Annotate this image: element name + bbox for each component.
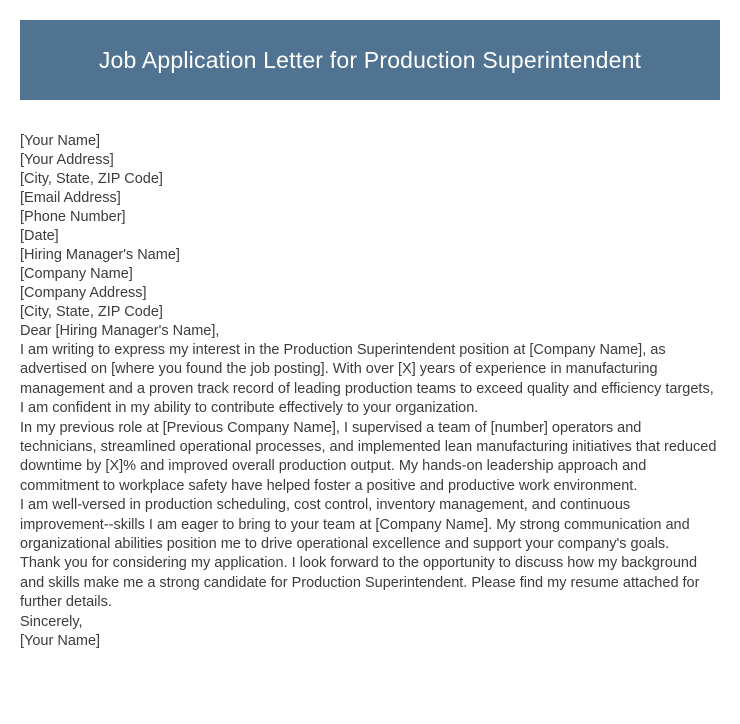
signature-line: [Your Name]	[20, 632, 101, 649]
recipient-company-line: [Company Name]	[20, 266, 133, 282]
sender-name-line: [Your Name]	[20, 133, 101, 149]
letter-paragraph-3: I am well-versed in production scheduling, cost control, inventory management, and continuous improvement--skills I am eager to bring to your team at [Company Name]. My strong communication and organizational abilities position me to drive operational excellence and support your company's goals.	[20, 497, 690, 553]
recipient-city-line: [City, State, ZIP Code]	[20, 304, 163, 320]
recipient-name-line: [Hiring Manager's Name]	[20, 247, 180, 263]
date-line: [Date]	[20, 228, 59, 244]
page-title: Job Application Letter for Production Superintendent	[98, 46, 642, 73]
letter-body	[20, 132, 720, 651]
sender-city-line: [City, State, ZIP Code]	[20, 171, 163, 187]
letter-paragraph-4: Thank you for considering my application. I look forward to the opportunity to discuss how my background and skills make me a strong candidate for Production Superintendent. Please find my resume attached for further details.	[20, 555, 700, 611]
salutation-line: Dear [Hiring Manager's Name],	[20, 323, 220, 339]
document-header-band	[20, 20, 720, 100]
recipient-address-line: [Company Address]	[20, 285, 147, 301]
sender-email-line: [Email Address]	[20, 190, 121, 206]
letter-paragraph-2: In my previous role at [Previous Company Name], I supervised a team of [number] operators and technicians, streamlined operational processes, and implemented lean manufacturing initiatives that reduced downtime by [X]% and improved overall production output. My hands-on leadership approach and commitment to workplace safety have helped foster a positive and productive work environment.	[20, 419, 717, 494]
closing-line: Sincerely,	[20, 613, 83, 630]
sender-phone-line: [Phone Number]	[20, 209, 126, 225]
sender-address-line: [Your Address]	[20, 152, 114, 168]
letter-paragraph-1: I am writing to express my interest in the Production Superintendent position at [Company Name], as advertised on [where you found the job posting]. With over [X] years of experience in manufacturing management and a proven track record of leading production teams to exceed quality and efficiency targets, I am confident in my ability to contribute effectively to your organization.	[20, 342, 714, 417]
